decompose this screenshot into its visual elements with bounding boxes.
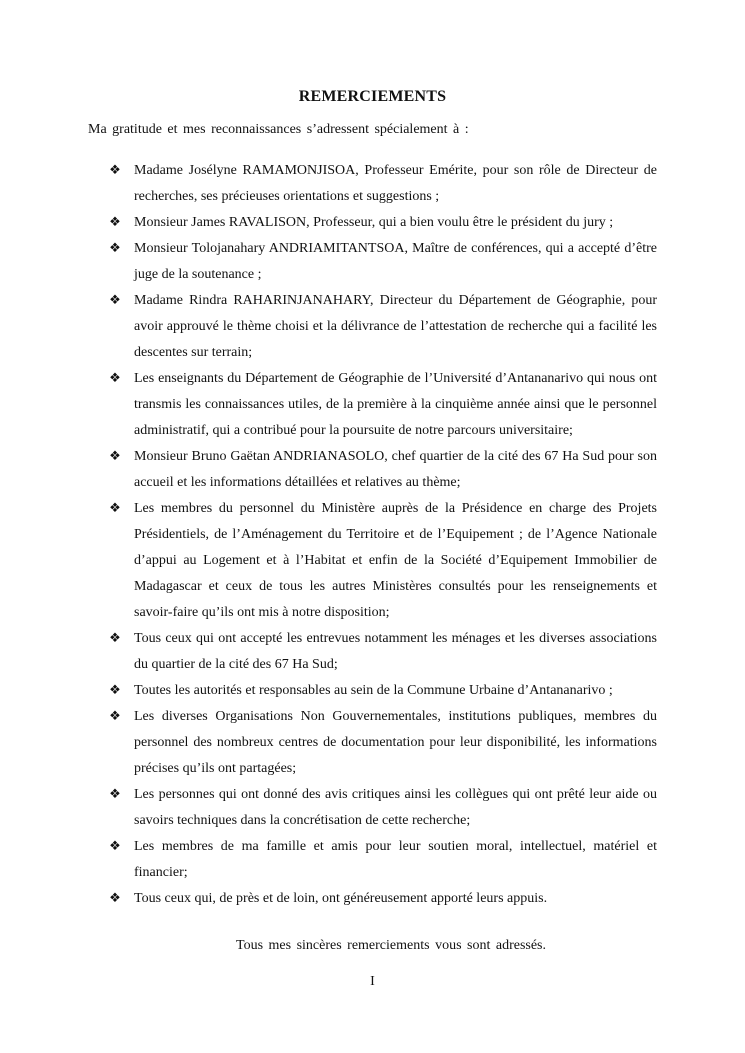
list-item	[106, 210, 657, 236]
list-item	[106, 626, 657, 678]
diamond-bullet-icon: ❖	[109, 891, 121, 906]
closing-text: Tous mes sincères remerciements vous sont adressés.	[236, 938, 546, 953]
list-item	[106, 886, 657, 912]
diamond-bullet-icon: ❖	[109, 787, 121, 802]
list-item-text: Madame Josélyne RAMAMONJISOA, Professeur Emérite, pour son rôle de Directeur de recherches, ses précieuses orientations et suggestions ;	[134, 163, 657, 204]
list-item-text: Les membres de ma famille et amis pour leur soutien moral, intellectuel, matériel et financier;	[134, 839, 657, 880]
diamond-bullet-icon: ❖	[109, 241, 121, 256]
list-item-text: Tous ceux qui, de près et de loin, ont généreusement apporté leurs appuis.	[134, 891, 548, 906]
page-number: I	[370, 974, 375, 989]
intro-text: Ma gratitude et mes reconnaissances s’adressent spécialement à :	[88, 122, 469, 137]
list-item	[106, 366, 657, 444]
list-item-text: Les membres du personnel du Ministère auprès de la Présidence en charge des Projets Présidentiels, de l’Aménagement du Territoire et de l’Equipement ; de l’Agence Nationale d’appui au Logement et à l’Habitat et enfin de la Société d’Equipement Immobilier de Madagascar et ceux de tous les autres Ministères consultés pour les renseignements et savoir-faire qu’ils ont mis à notre disposition;	[134, 501, 657, 620]
list-item-text: Monsieur James RAVALISON, Professeur, qui a bien voulu être le président du jury ;	[134, 215, 614, 230]
diamond-bullet-icon: ❖	[109, 631, 121, 646]
list-item	[106, 834, 657, 886]
list-item	[106, 678, 657, 704]
list-item	[106, 782, 657, 834]
list-item	[106, 444, 657, 496]
list-item	[106, 704, 657, 782]
page-title: REMERCIEMENTS	[298, 88, 447, 105]
list-item-text: Les enseignants du Département de Géographie de l’Université d’Antananarivo qui nous ont transmis les connaissances utiles, de la première à la cinquième année ainsi que le personnel administratif, qui a contribué pour la poursuite de notre parcours universitaire;	[134, 371, 657, 438]
list-item-text: Les diverses Organisations Non Gouvernementales, institutions publiques, membres du personnel des nombreux centres de documentation pour leur disponibilité, les informations précises qu’ils ont partagées;	[134, 709, 657, 776]
diamond-bullet-icon: ❖	[109, 215, 121, 230]
list-item	[106, 288, 657, 366]
diamond-bullet-icon: ❖	[109, 501, 121, 516]
list-item-text: Toutes les autorités et responsables au sein de la Commune Urbaine d’Antananarivo ;	[134, 683, 613, 698]
list-item-text: Madame Rindra RAHARINJANAHARY, Directeur du Département de Géographie, pour avoir approuvé le thème choisi et la délivrance de l’attestation de recherche qui a facilité les descentes sur terrain;	[134, 293, 657, 360]
diamond-bullet-icon: ❖	[109, 371, 121, 386]
list-item	[106, 236, 657, 288]
list-item-text: Les personnes qui ont donné des avis critiques ainsi les collègues qui ont prêté leur aide ou savoirs techniques dans la concrétisation de cette recherche;	[134, 787, 657, 828]
list-item-text: Monsieur Tolojanahary ANDRIAMITANTSOA, Maître de conférences, qui a accepté d’être juge de la soutenance ;	[134, 241, 657, 282]
acknowledgement-list	[106, 158, 657, 912]
diamond-bullet-icon: ❖	[109, 683, 121, 698]
diamond-bullet-icon: ❖	[109, 163, 121, 178]
list-item	[106, 158, 657, 210]
list-item	[106, 496, 657, 626]
list-item-text: Tous ceux qui ont accepté les entrevues notamment les ménages et les diverses associations du quartier de la cité des 67 Ha Sud;	[134, 631, 657, 672]
diamond-bullet-icon: ❖	[109, 449, 121, 464]
diamond-bullet-icon: ❖	[109, 293, 121, 308]
diamond-bullet-icon: ❖	[109, 709, 121, 724]
diamond-bullet-icon: ❖	[109, 839, 121, 854]
list-item-text: Monsieur Bruno Gaëtan ANDRIANASOLO, chef quartier de la cité des 67 Ha Sud pour son accueil et les informations détaillées et relatives au thème;	[134, 449, 657, 490]
